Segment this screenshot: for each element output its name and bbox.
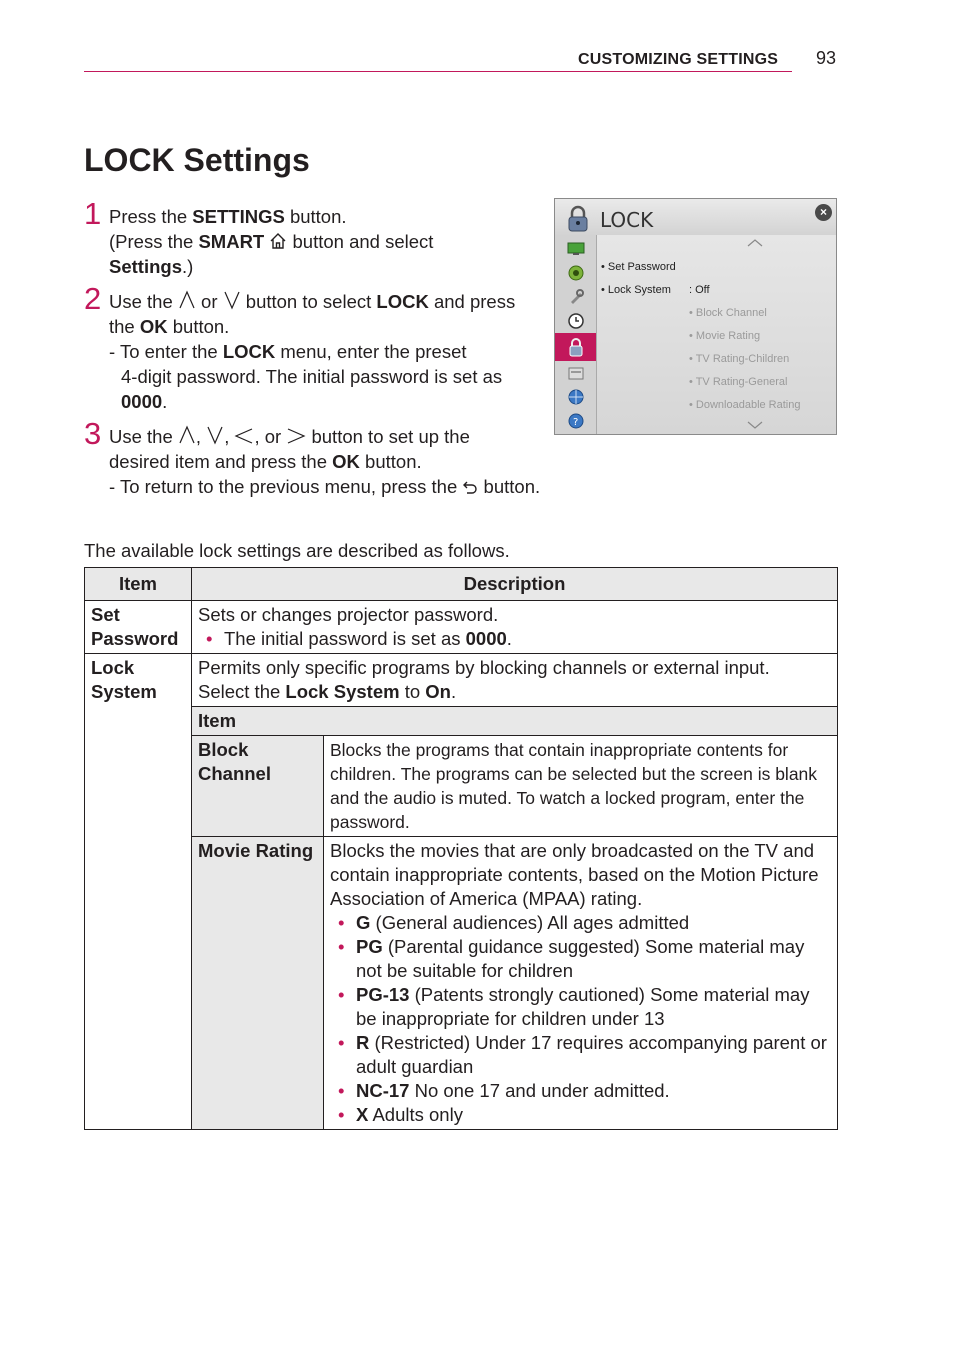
section-title: CUSTOMIZING SETTINGS bbox=[578, 51, 779, 68]
subtable-header-item: Item bbox=[192, 707, 837, 736]
down-arrow-icon bbox=[206, 425, 224, 445]
lock-icon bbox=[567, 205, 589, 233]
time-icon[interactable] bbox=[555, 309, 596, 333]
list-item: • R (Restricted) Under 17 requires accompanying parent or adult guardian bbox=[338, 1032, 827, 1077]
row-item-lock-system: Lock System bbox=[85, 654, 192, 1130]
row-desc-set-password: Sets or changes projector password. • The initial password is set as 0000. bbox=[192, 601, 838, 654]
tv-item-lock-system-value: : Off bbox=[689, 284, 710, 296]
option-icon[interactable] bbox=[555, 361, 596, 385]
lock-settings-table bbox=[84, 567, 838, 1130]
row-item-block-channel: Block Channel bbox=[192, 736, 324, 837]
right-arrow-icon bbox=[286, 427, 306, 445]
network-icon[interactable] bbox=[555, 385, 596, 409]
row-desc-movie-rating: Blocks the movies that are only broadcasted on the TV and contain inappropriate contents, based on the Motion Picture Association of America (MPAA) rating. • G (General audiences) All ages admitted • PG (Parental guidance suggested) Some material may not be suitable for children • PG-13 (Patents strongly cautioned) Some material may be inappropriate for children under 13 • R (Restricted) Under 17 requires accompanying parent or adult guardian • NC-17 No one 17 and under admitted. • X Adults only bbox=[324, 837, 838, 1130]
tv-item-tv-rating-children: • TV Rating-Children bbox=[689, 353, 790, 365]
lock-icon[interactable] bbox=[555, 333, 596, 361]
setup-icon[interactable] bbox=[555, 285, 596, 309]
lock-system-subtable bbox=[192, 707, 837, 1129]
row-item-movie-rating: Movie Rating bbox=[192, 837, 324, 1130]
back-icon bbox=[462, 479, 478, 495]
row-desc-lock-system: Permits only specific programs by blocking channels or external input. Select the Lock System to On. Item Block Channel Blocks the programs that contain inappropriate contents for children. The programs can be selected but the screen is blank and the audio is muted. To watch a locked program, enter the password. Movie Rating Blocks the movies that are only broadcasted on the TV and contain inappropriate contents, based on the Motion Picture Association of America (MPAA) rating. • G (General audiences) All ages admitted • PG (Parental guidance suggested) Some material may not be suitable for children • PG-13 (Patents strongly cautioned) Some material may be inappropriate for children under 13 • R (Restricted) Under 17 requires accompanying parent or adult guardian • NC-17 No one 17 and under admitted. • X Adults only bbox=[192, 654, 838, 1130]
tv-menu-panel bbox=[597, 235, 836, 434]
chevron-up-icon[interactable] bbox=[747, 239, 763, 247]
step-2-text: Use the or button to select LOCK and press the OK button. - To enter the LOCK menu, enter the preset 4-digit password. The initial password is set as 0000. bbox=[109, 291, 516, 412]
header-description: Description bbox=[192, 568, 838, 601]
step-1-number: 1 bbox=[84, 196, 102, 231]
tv-item-tv-rating-general: • TV Rating-General bbox=[689, 376, 788, 388]
tv-lock-menu-screenshot bbox=[554, 198, 837, 435]
up-arrow-icon bbox=[178, 290, 196, 310]
tv-menu-title: LOCK bbox=[600, 208, 654, 232]
picture-icon[interactable] bbox=[555, 237, 596, 261]
tv-item-block-channel: • Block Channel bbox=[689, 307, 767, 319]
audio-icon[interactable] bbox=[555, 261, 596, 285]
rating-list bbox=[330, 911, 831, 1127]
step-3-text: Use the , , , or button to set up the desired item and press the OK button. - To return to the previous menu, press the button. bbox=[109, 426, 541, 497]
list-item: • PG (Parental guidance suggested) Some material may not be suitable for children bbox=[338, 936, 805, 981]
chevron-down-icon[interactable] bbox=[747, 421, 763, 429]
tv-item-set-password[interactable]: • Set Password bbox=[601, 261, 676, 273]
table-row bbox=[85, 654, 838, 1130]
step-3-number: 3 bbox=[84, 416, 102, 451]
tv-item-movie-rating: • Movie Rating bbox=[689, 330, 761, 342]
page-title: LOCK Settings bbox=[84, 142, 310, 178]
svg-text:?: ? bbox=[572, 417, 578, 428]
header-item: Item bbox=[85, 568, 192, 601]
support-icon[interactable] bbox=[555, 409, 596, 433]
up-arrow-icon bbox=[178, 425, 196, 445]
tv-sidebar bbox=[555, 235, 597, 435]
header-rule bbox=[84, 71, 792, 72]
row-item-set-password: Set Password bbox=[85, 601, 192, 654]
row-desc-block-channel: Blocks the programs that contain inappropriate contents for children. The programs can be selected but the screen is blank and the audio is muted. To watch a locked program, enter the password. bbox=[324, 736, 838, 837]
tv-title-bar bbox=[555, 199, 836, 235]
table-row bbox=[192, 837, 837, 1130]
list-item: • X Adults only bbox=[338, 1104, 463, 1125]
home-icon bbox=[269, 232, 287, 250]
left-arrow-icon bbox=[234, 427, 254, 445]
down-arrow-icon bbox=[223, 290, 241, 310]
page-number: 93 bbox=[816, 48, 837, 68]
list-item: • NC-17 No one 17 and under admitted. bbox=[338, 1080, 670, 1101]
intro-text: The available lock settings are described as follows. bbox=[84, 540, 510, 561]
step-2-number: 2 bbox=[84, 281, 102, 316]
list-item: • PG-13 (Patents strongly cautioned) Some material may be inappropriate for children under 13 bbox=[338, 984, 810, 1029]
tv-item-lock-system[interactable]: • Lock System bbox=[601, 284, 671, 296]
table-row bbox=[192, 736, 837, 837]
step-1-text: Press the SETTINGS button. (Press the SMART button and select Settings.) bbox=[109, 206, 434, 277]
close-icon[interactable]: × bbox=[815, 204, 832, 221]
list-item: • G (General audiences) All ages admitted bbox=[338, 912, 690, 933]
tv-item-downloadable-rating: • Downloadable Rating bbox=[689, 399, 801, 411]
table-row bbox=[85, 601, 838, 654]
